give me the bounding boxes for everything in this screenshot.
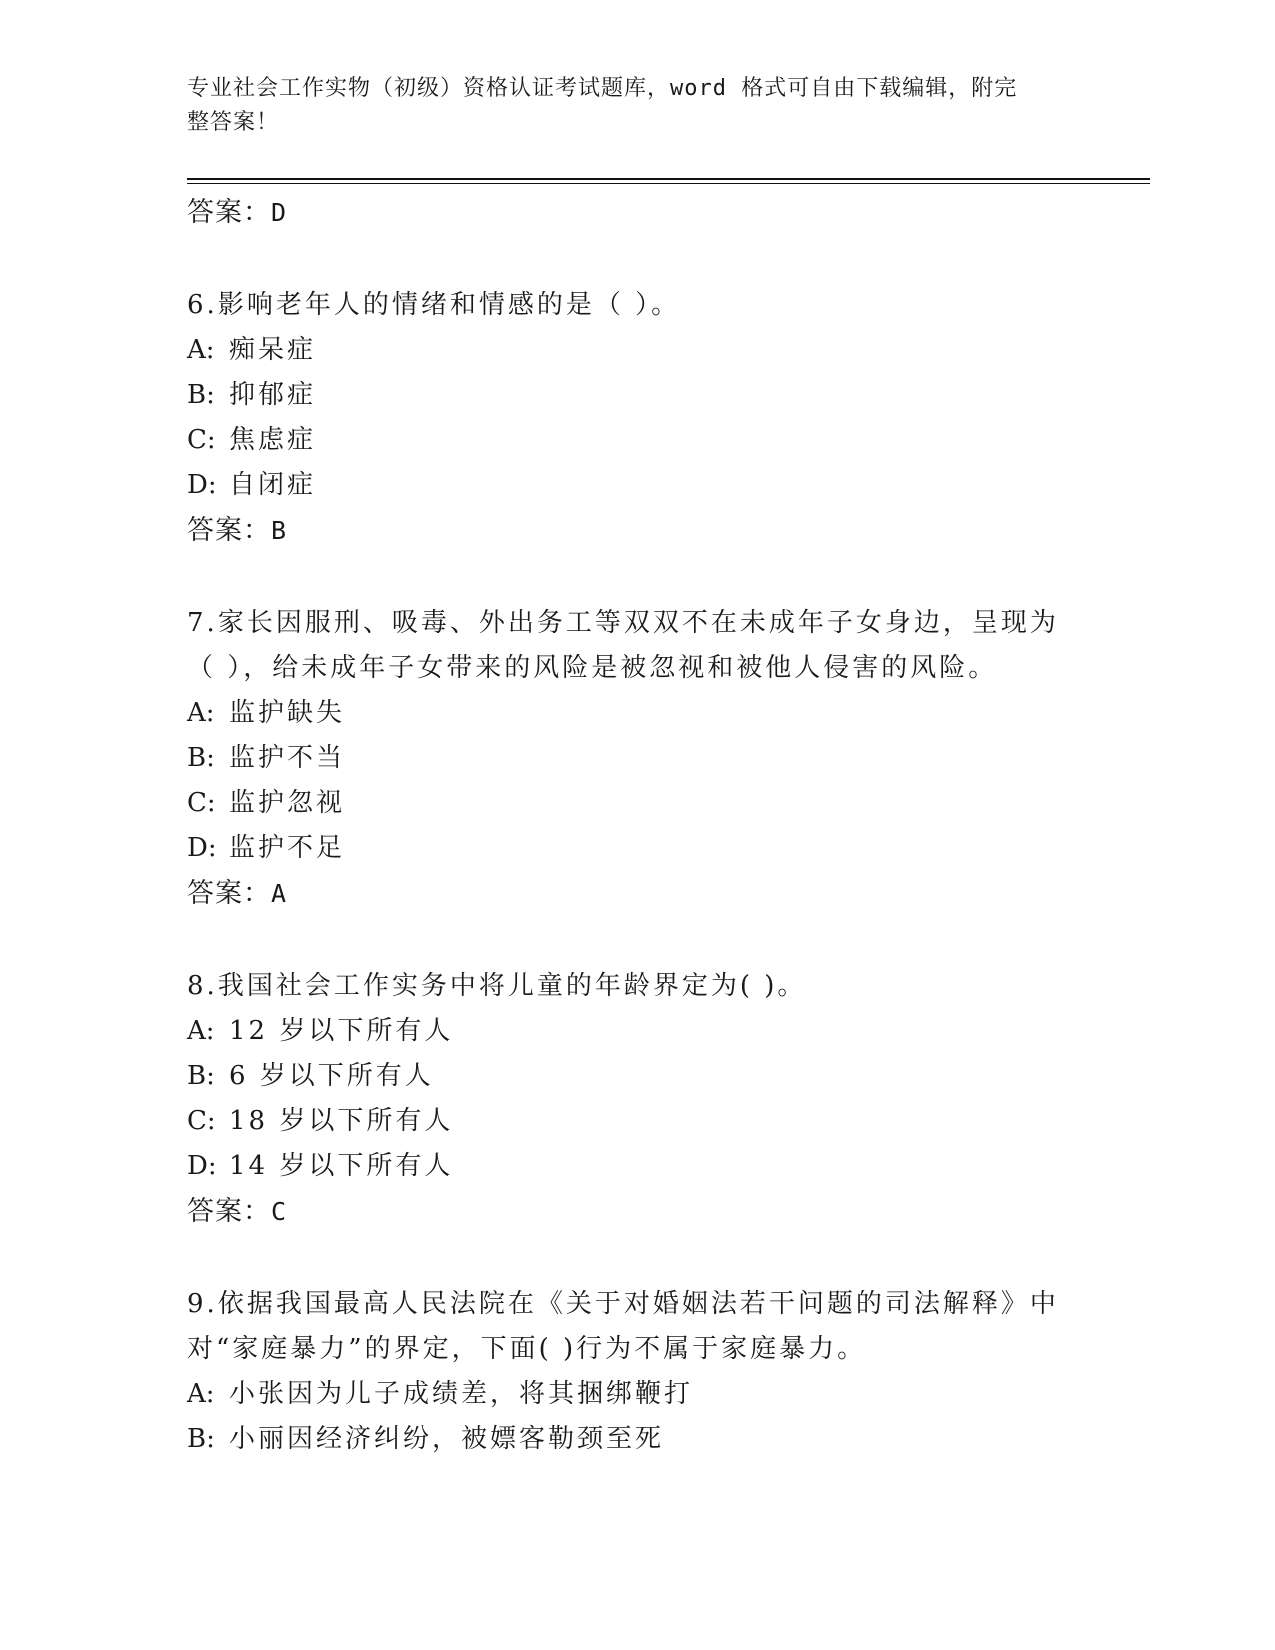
question-text (187, 283, 1087, 328)
answer-value: D (271, 198, 288, 227)
option-d (187, 1144, 1087, 1189)
option-c (187, 781, 1087, 826)
option-c (187, 418, 1087, 463)
option-text: 焦虑症 (229, 425, 317, 455)
answer-value: B (271, 516, 288, 545)
question-6 (187, 283, 1087, 553)
option-label: A: (187, 1016, 215, 1046)
option-text: 监护缺失 (229, 698, 346, 728)
question-stem-line-1: 家长因服刑、吸毒、外出务工等双双不在未成年子女身边，呈现为 (217, 608, 1059, 638)
option-label: A: (187, 335, 215, 365)
question-text-cont: 对“家庭暴力”的界定，下面( )行为不属于家庭暴力。 (187, 1334, 867, 1364)
question-number: 6. (187, 290, 218, 320)
option-b (187, 373, 1087, 418)
option-text: 监护不足 (229, 833, 346, 863)
question-9 (187, 1282, 1087, 1462)
answer-line (187, 871, 1087, 916)
option-label: C: (187, 1106, 216, 1136)
question-text-cont: （ ），给未成年子女带来的风险是被忽视和被他人侵害的风险。 (187, 653, 998, 683)
option-text: 小丽因经济纠纷，被嫖客勒颈至死 (229, 1424, 665, 1454)
question-7 (187, 601, 1087, 916)
question-number: 8. (187, 971, 218, 1001)
option-text: 监护不当 (229, 743, 346, 773)
option-label: C: (187, 788, 216, 818)
question-stem: 我国社会工作实务中将儿童的年龄界定为( )。 (217, 971, 807, 1001)
option-label: B: (187, 1061, 215, 1091)
header-divider-thick (187, 178, 1150, 180)
option-label: B: (187, 380, 215, 410)
option-text: 6 岁以下所有人 (229, 1061, 434, 1091)
option-text: 18 岁以下所有人 (229, 1106, 454, 1136)
option-label: A: (187, 1379, 215, 1409)
option-a (187, 691, 1087, 736)
question-stem: 影响老年人的情绪和情感的是（ ）。 (217, 290, 681, 320)
option-text: 痴呆症 (229, 335, 317, 365)
header-line-1: 专业社会工作实物（初级）资格认证考试题库，word 格式可自由下载编辑，附完 (187, 76, 1018, 101)
option-c (187, 1099, 1087, 1144)
option-text: 自闭症 (229, 470, 317, 500)
option-label: A: (187, 698, 215, 728)
header-divider-thin (187, 183, 1150, 184)
option-label: D: (187, 833, 217, 863)
option-a (187, 1372, 1087, 1417)
answer-label: 答案： (187, 1196, 271, 1227)
question-text (187, 601, 1087, 646)
option-d (187, 826, 1087, 871)
option-b (187, 1417, 1087, 1462)
option-a (187, 328, 1087, 373)
answer-label: 答案： (187, 197, 271, 228)
document-header (187, 72, 1067, 140)
option-label: B: (187, 1424, 215, 1454)
answer-label: 答案： (187, 515, 271, 546)
option-text: 12 岁以下所有人 (229, 1016, 454, 1046)
option-b (187, 736, 1087, 781)
option-text: 抑郁症 (229, 380, 317, 410)
option-d (187, 463, 1087, 508)
question-list (187, 190, 1087, 1462)
header-line-2: 整答案！ (187, 110, 280, 135)
answer-label: 答案： (187, 878, 271, 909)
option-a (187, 1009, 1087, 1054)
question-text (187, 1282, 1087, 1327)
question-number: 7. (187, 608, 218, 638)
option-b (187, 1054, 1087, 1099)
answer-line (187, 1189, 1087, 1234)
option-text: 小张因为儿子成绩差，将其捆绑鞭打 (229, 1379, 694, 1409)
answer-value: A (271, 879, 288, 908)
question-text (187, 964, 1087, 1009)
answer-line (187, 190, 1087, 235)
option-label: C: (187, 425, 216, 455)
question-8 (187, 964, 1087, 1234)
option-label: D: (187, 1151, 217, 1181)
option-label: D: (187, 470, 217, 500)
option-label: B: (187, 743, 215, 773)
question-number: 9. (187, 1289, 218, 1319)
answer-value: C (271, 1197, 288, 1226)
option-text: 监护忽视 (229, 788, 346, 818)
option-text: 14 岁以下所有人 (229, 1151, 454, 1181)
question-stem-line-1: 依据我国最高人民法院在《关于对婚姻法若干问题的司法解释》中 (217, 1289, 1059, 1319)
answer-line (187, 508, 1087, 553)
